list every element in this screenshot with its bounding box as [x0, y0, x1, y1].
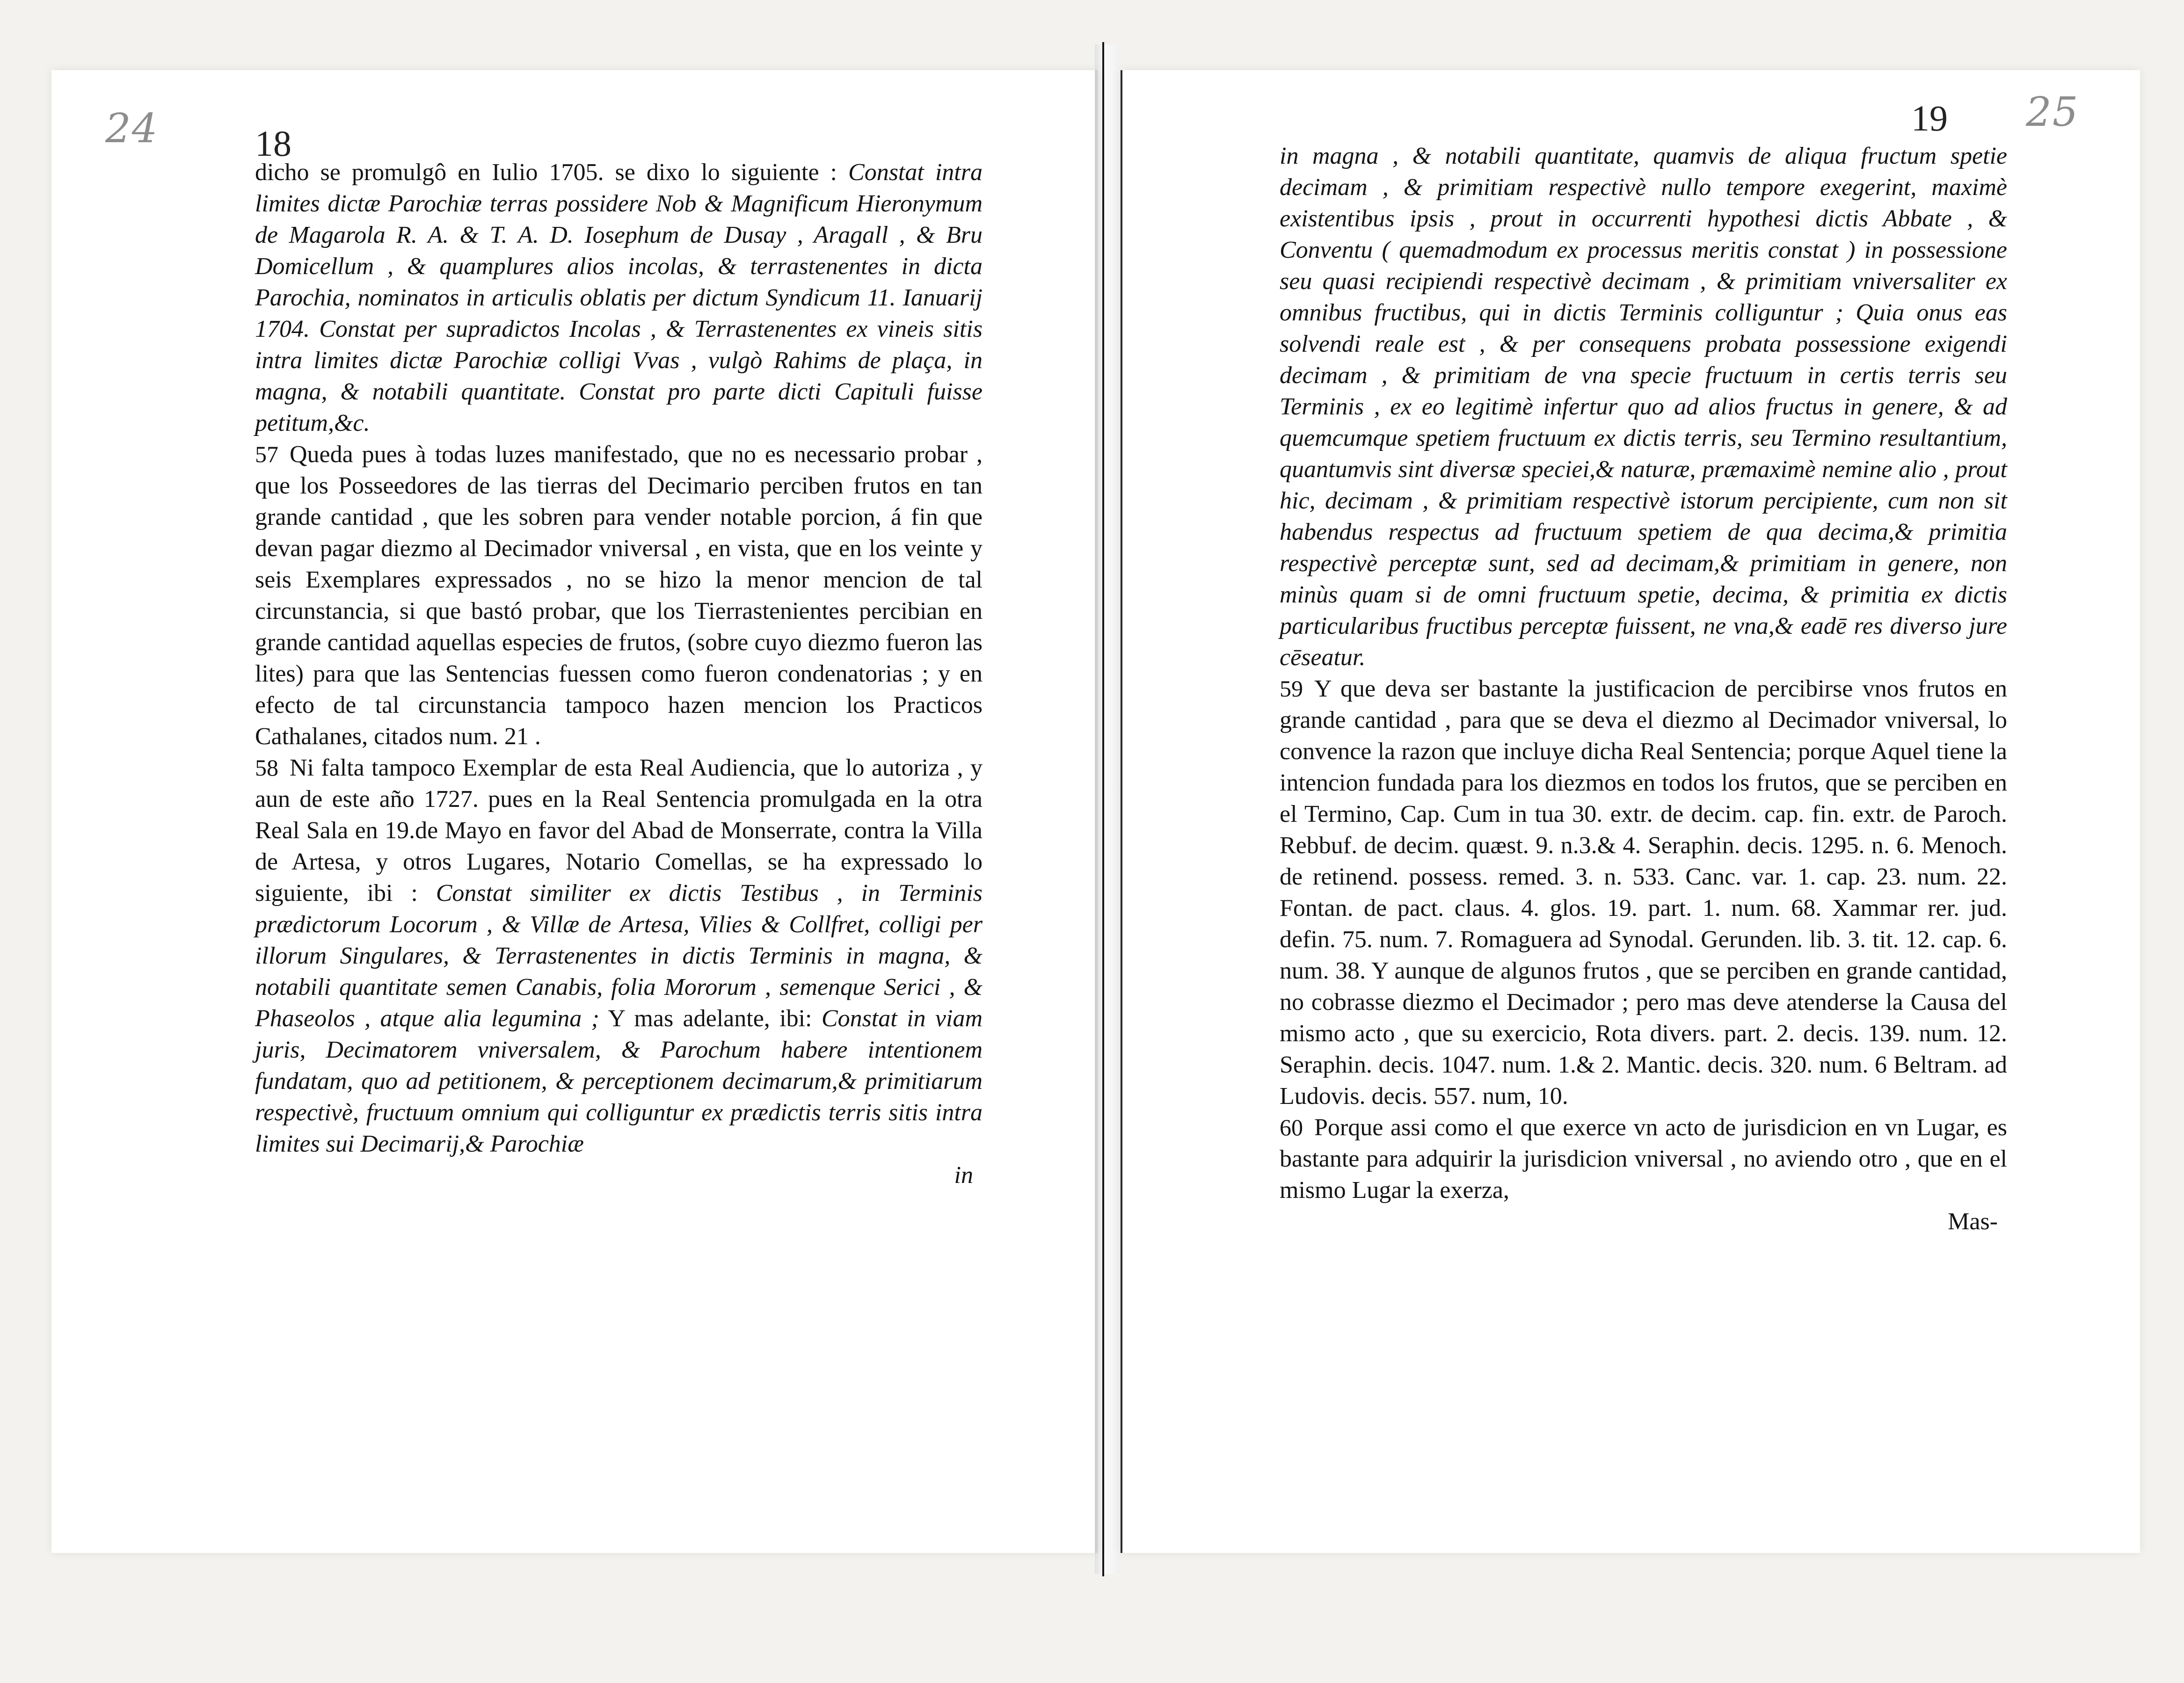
p56-tail-roman: dicho se promulgô en Iulio 1705. se dixo lo siguiente :: [255, 159, 849, 186]
paragraph-57: [255, 439, 983, 752]
left-folio-number: 18: [255, 123, 291, 164]
paragraph-58: [255, 752, 983, 1160]
paragraph-58-continued: in magna , & notabili quantitate, quamvis de aliqua fructum spetie decimam , & primitiam respectivè nullo tempore exegerint, maximè existentibus ipsis , prout in occurrenti hypothesi dictis Abbate , & Conventu ( quemadmodum ex processus meritis constat ) in possessione seu quasi recipiendi respectivè decimam , & primitiam vniversaliter ex omnibus fructibus, qui in dictis Terminis colliguntur ; Quia onus eas solvendi reale est , & per consequens probata possessione exigendi decimam , & primitiam de vna specie fructuum in certis terris seu Terminis , ex eo legitimè infertur quo ad alios fructus in genere, & ad quemcumque spetiem fructuum ex dictis terris, seu Termino resultantium, quantumvis sint diversæ speciei,& naturæ, præmaximè nemine alio , prout hic, decimam , & primitiam respectivè istorum percipiente, cum non sit habendus respectus ad fructuum spetiem de qua decima,& primitia respectivè perceptæ sunt, sed ad decimam,& primitiam in genere, non minùs quam si de omni fructuum spetie, decima, & primitia ex dictis particularibus fructibus perceptæ fuissent, ne vna,& eadē res diverso jure cēseatur.: [1280, 143, 2007, 671]
p58-text-d: Constat in viam juris, Decimatorem vniversalem, & Parochum habere intentionem fundatam, quo ad petitionem, & perceptionem decimarum,& primitiarum respectivè, fructuum omnium qui colliguntur ex prædictis terris sitis intra limites sui Decimarij,& Parochiæ: [255, 1005, 983, 1157]
paragraph-60: [1280, 1112, 2007, 1206]
paragraph-number-58: 58: [255, 754, 278, 781]
right-catchword: Mas-: [1948, 1208, 1998, 1235]
paragraph-number-57: 57: [255, 441, 278, 467]
paragraph-number-59: 59: [1280, 675, 1303, 702]
binding-line: [1102, 42, 1104, 1576]
right-handwritten-number: 25: [2026, 89, 2079, 136]
left-page-text: [255, 157, 983, 1191]
right-folio-number: 19: [1911, 98, 1948, 138]
p58-text-b: Constat similiter ex dictis Testibus , in Terminis prædictorum Locorum , & Villæ de Artesa, Vilies & Collfret, colligi per illorum Singulares, & Terrastenentes in dictis Terminis in magna, & notabili quantitate semen Canabis, folia Mororum , semenque Serici , & Phaseolos , atque alia legumina ;: [255, 880, 983, 1032]
p56-tail-latin: Constat intra limites dictæ Parochiæ terras possidere Nob & Magnificum Hieronymum de Magarola R. A. & T. A. D. Iosephum de Dusay , Aragall , & Bru Domicellum , & quamplures alios incolas, & terrastenentes in dicta Parochia, nominatos in articulis oblatis per dictum Syndicum 11. Ianuarij 1704. Constat per supradictos Incolas , & Terrastenentes ex vineis sitis intra limites dictæ Parochiæ colligi Vvas , vulgò Rahims de plaça, in magna, & notabili quantitate. Constat pro parte dicti Capituli fuisse petitum,&c.: [255, 159, 983, 436]
p58-text-c: Y mas adelante, ibi:: [599, 1005, 822, 1032]
gutter: [1095, 44, 1121, 1574]
p58-text-a: Ni falta tampoco Exemplar de esta Real Audiencia, que lo autoriza , y aun de este año 1727. pues en la Real Sentencia promulgada en la otra Real Sala en 19.de Mayo en favor del Abad de Monserrate, contra la Villa de Artesa, y otros Lugares, Notario Comellas, se ha expressado lo siguiente, ibi :: [255, 754, 983, 907]
left-handwritten-number: 24: [105, 105, 159, 152]
right-page-text: [1280, 140, 2007, 1237]
p60-text: Porque assi como el que exerce vn acto de jurisdicion en vn Lugar, es bastante para adquirir la jurisdicion vniversal , no aviendo otro , que en el mismo Lugar la exerza,: [1280, 1114, 2007, 1204]
paragraph-56-tail: [255, 157, 983, 439]
left-catchword: in: [954, 1162, 973, 1189]
p59-text: Y que deva ser bastante la justificacion de percibirse vnos frutos en grande cantidad , para que se deva el diezmo al Decimador vniversal, lo convence la razon que incluye dicha Real Sentencia; porque Aquel tiene la intencion fundada para los diezmos en todos los frutos, que se perciben en el Termino, Cap. Cum in tua 30. extr. de decim. cap. fin. extr. de Paroch. Rebbuf. de decim. quæst. 9. n.3.& 4. Seraphin. decis. 1295. n. 6. Menoch. de retinend. possess. remed. 3. n. 533. Canc. var. 1. cap. 23. num. 22. Fontan. de pact. claus. 4. glos. 19. part. 1. num. 68. Xammar rer. jud. defin. 75. num. 7. Romaguera ad Synodal. Gerunden. lib. 3. tit. 12. cap. 6. num. 38. Y aunque de algunos frutos , que se perciben en grande cantidad, no cobrasse diezmo el Decimador ; pero mas deve atenderse la Causa del mismo acto , que su exercicio, Rota divers. part. 2. decis. 139. num. 12. Seraphin. decis. 1047. num. 1.& 2. Mantic. decis. 320. num. 6 Beltram. ad Ludovis. decis. 557. num, 10.: [1280, 675, 2007, 1110]
paragraph-59: [1280, 673, 2007, 1112]
p57-text: Queda pues à todas luzes manifestado, que no es necessario probar , que los Posseedores de las tierras del Decimario perciben frutos en tan grande cantidad , que les sobren para vender notable porcion, á fin que devan pagar diezmo al Decimador vniversal , en vista, que en los veinte y seis Exemplares expressados , no se hizo la menor mencion de tal circunstancia, si que bastó probar, que los Tierrastenientes percibian en grande cantidad aquellas especies de frutos, (sobre cuyo diezmo fueron las lites) para que las Sentencias fuessen como fueron condenatorias ; y en efecto de tal circunstancia tampoco hazen mencion los Practicos Cathalanes, citados num. 21 .: [255, 441, 983, 750]
paragraph-number-60: 60: [1280, 1114, 1303, 1140]
